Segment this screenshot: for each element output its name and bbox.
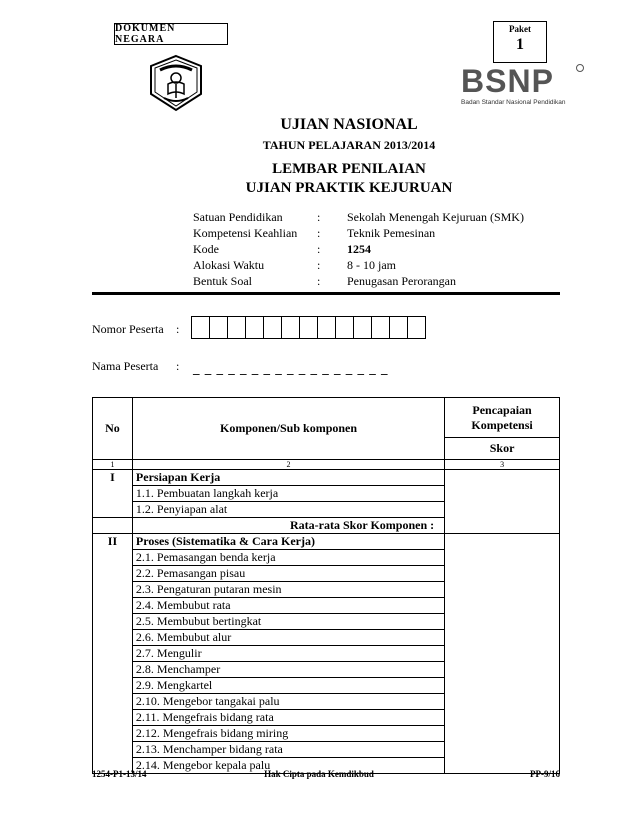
tut-wuri-handayani-emblem-icon bbox=[146, 54, 206, 112]
header-divider bbox=[92, 292, 560, 295]
info-row: Bentuk Soal : Penugasan Perorangan bbox=[193, 274, 456, 288]
nomor-peserta-input[interactable] bbox=[192, 316, 426, 339]
title-lembar-penilaian: LEMBAR PENILAIAN bbox=[272, 161, 426, 177]
table-row: 1.2. Penyiapan alat bbox=[132, 502, 444, 518]
title-ujian-nasional: UJIAN NASIONAL bbox=[280, 116, 418, 133]
nomor-peserta-label: Nomor Peserta bbox=[92, 322, 164, 336]
exam-info bbox=[193, 210, 524, 290]
assessment-table: No Komponen/Sub komponen Pencapaian Kompetensi Skor 1 2 3 I Persiapan Kerja 1.1. Pembuatan langkah kerja 1.2. Penyiapan alat Rata-rata Skor Komponen : II Proses (Sistematika & Cara Kerja) 2.1. Pemasangan benda kerja 2.2. Pemasangan pisau 2.3. Pengaturan putaran mesin 2.4. Membubut rata 2.5. Membubut bertingkat 2.6. Membubut alur 2.7. Mengulir 2.8. Menchamper 2.9. Mengkartel 2.10. Mengebor tangakai palu 2.11. Mengefrais bidang rata 2.12. Mengefrais bidang miring 2.13. Menchamper bidang rata 2.14. Mengebor kepala palu bbox=[92, 397, 560, 774]
section-number: II bbox=[93, 534, 133, 774]
table-row: 2.6. Membubut alur bbox=[132, 630, 444, 646]
nama-peserta-label: Nama Peserta bbox=[92, 359, 159, 373]
table-row: 2.9. Mengkartel bbox=[132, 678, 444, 694]
table-row: 2.14. Mengebor kepala palu bbox=[132, 758, 444, 774]
footer-page-number: PP-9/16 bbox=[530, 769, 560, 779]
table-row: 2.12. Mengefrais bidang miring bbox=[132, 726, 444, 742]
col-pencapaian-header: Pencapaian Kompetensi bbox=[445, 398, 560, 438]
table-row: 2.11. Mengefrais bidang rata bbox=[132, 710, 444, 726]
table-row: 2.4. Membubut rata bbox=[132, 598, 444, 614]
info-row: Satuan Pendidikan : Sekolah Menengah Kejuruan (SMK) bbox=[193, 210, 524, 224]
nomor-peserta-colon: : bbox=[176, 322, 180, 336]
section-title: Persiapan Kerja bbox=[132, 470, 444, 486]
footer-code: 1254-P1-13/14 bbox=[92, 769, 147, 779]
score-cell[interactable] bbox=[445, 470, 560, 534]
col-no-header: No bbox=[93, 398, 133, 460]
info-row: Alokasi Waktu : 8 - 10 jam bbox=[193, 258, 396, 272]
table-row: 2.8. Menchamper bbox=[132, 662, 444, 678]
table-row: 2.1. Pemasangan benda kerja bbox=[132, 550, 444, 566]
table-row: 2.13. Menchamper bidang rata bbox=[132, 742, 444, 758]
table-row: 2.2. Pemasangan pisau bbox=[132, 566, 444, 582]
bsnp-subtitle: Badan Standar Nasional Pendidikan bbox=[461, 99, 566, 106]
nama-peserta-input[interactable]: _ _ _ _ _ _ _ _ _ _ _ _ _ _ _ _ _ bbox=[193, 361, 389, 376]
table-row: 2.10. Mengebor tangakai palu bbox=[132, 694, 444, 710]
paket-number: 1 bbox=[516, 36, 524, 53]
table-row: 2.5. Membubut bertingkat bbox=[132, 614, 444, 630]
table-row: 1.1. Pembuatan langkah kerja bbox=[132, 486, 444, 502]
table-row: 2.7. Mengulir bbox=[132, 646, 444, 662]
bsnp-logo bbox=[457, 62, 587, 108]
document-classification-label: DOKUMEN NEGARA bbox=[114, 23, 228, 45]
info-row: Kode : 1254 bbox=[193, 242, 371, 256]
title-ujian-praktik: UJIAN PRAKTIK KEJURUAN bbox=[245, 180, 453, 196]
nama-peserta-colon: : bbox=[176, 359, 180, 373]
paket-label: Paket bbox=[509, 24, 531, 34]
average-score-label: Rata-rata Skor Komponen : bbox=[132, 518, 444, 534]
bsnp-logo-text: BSNP bbox=[461, 63, 554, 99]
section-number: I bbox=[93, 470, 133, 518]
table-row: 2.3. Pengaturan putaran mesin bbox=[132, 582, 444, 598]
paket-box bbox=[493, 21, 547, 63]
col-skor-header: Skor bbox=[445, 438, 560, 460]
footer-copyright: Hak Cipta pada Kemdikbud bbox=[264, 769, 374, 779]
section-title: Proses (Sistematika & Cara Kerja) bbox=[132, 534, 444, 550]
col-komponen-header: Komponen/Sub komponen bbox=[132, 398, 444, 460]
info-row: Kompetensi Keahlian : Teknik Pemesinan bbox=[193, 226, 436, 240]
title-tahun-pelajaran: TAHUN PELAJARAN 2013/2014 bbox=[262, 138, 436, 152]
score-cell[interactable] bbox=[445, 534, 560, 774]
